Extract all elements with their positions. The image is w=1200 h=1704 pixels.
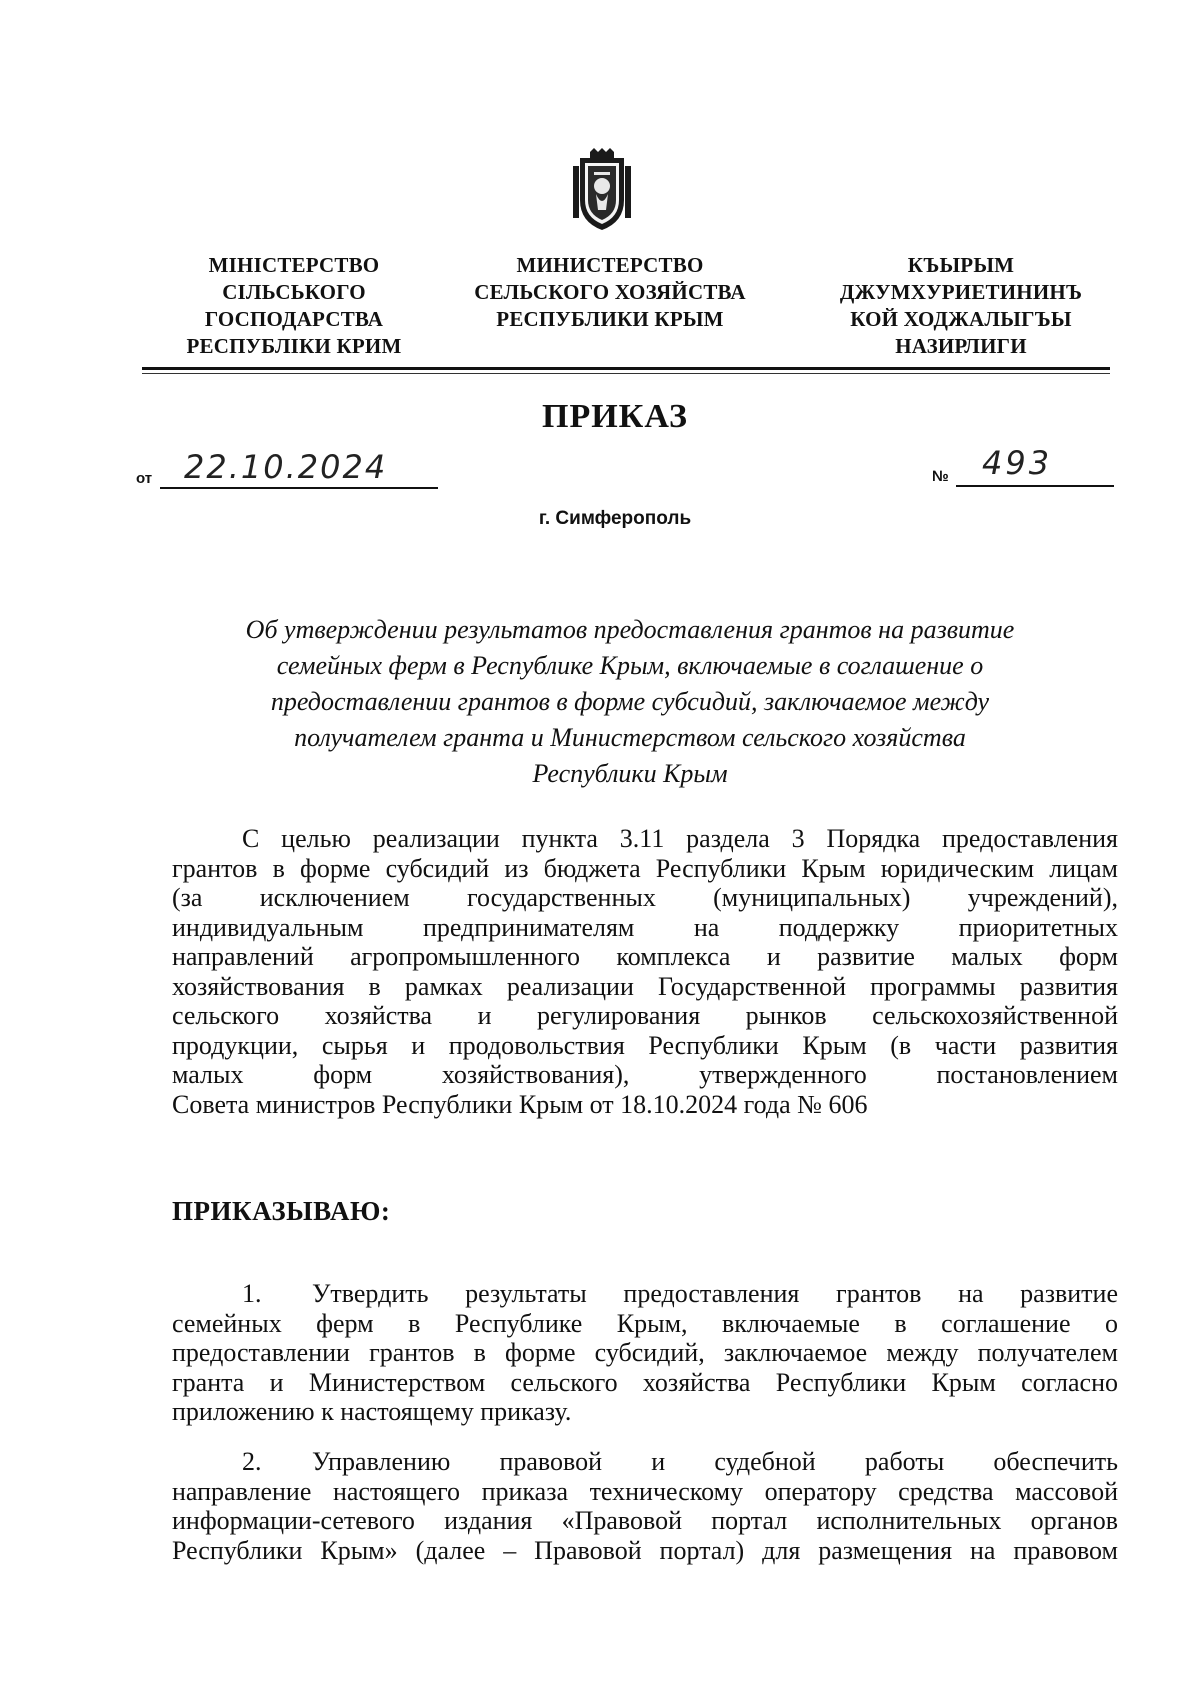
header-line: КОЙ ХОДЖАЛЫГЪЫ xyxy=(850,307,1072,331)
item-number: 1. xyxy=(242,1279,262,1308)
header-line: МИНИСТЕРСТВО xyxy=(516,253,704,277)
header-ministry-ukrainian xyxy=(168,252,420,360)
text-line: малых форм хозяйствования), утвержденного постановлением xyxy=(172,1060,1118,1089)
subject-line: семейных ферм в Республике Крым, включаемые в соглашение о xyxy=(276,651,984,680)
header-ministry-crimean-tatar xyxy=(806,252,1116,360)
header-line: РЕСПУБЛІКИ КРИМ xyxy=(186,334,402,358)
text-line xyxy=(172,1447,1118,1477)
text-line: продукции, сырья и продовольствия Республики Крым (в части развития xyxy=(172,1030,1118,1060)
text-line: грантов в форме субсидий из бюджета Республики Крым юридическим лицам xyxy=(172,853,1118,883)
document-subject xyxy=(200,612,1060,792)
number-underline xyxy=(956,485,1114,487)
date-prefix: от xyxy=(136,470,153,487)
preamble-paragraph xyxy=(172,824,1118,1119)
header-line: ГОСПОДАРСТВА xyxy=(204,307,384,331)
document-number: 493 xyxy=(982,444,1053,482)
header-ministry-russian xyxy=(450,252,770,333)
date-underline xyxy=(160,487,438,489)
text-line: индивидуальным предпринимателям на поддержку приоритетных xyxy=(172,912,1118,942)
document-type-title: ПРИКАЗ xyxy=(542,398,688,435)
header-line: РЕСПУБЛИКИ КРЫМ xyxy=(496,307,724,331)
header-divider-thin xyxy=(142,373,1110,374)
order-item-2 xyxy=(172,1447,1118,1565)
text-line: С целью реализации пункта 3.11 раздела 3 Порядка предоставления xyxy=(242,824,1118,853)
header-line: ДЖУМХУРИЕТИНИНЪ xyxy=(839,280,1083,304)
document-date: 22.10.2024 xyxy=(184,448,388,486)
text-line: гранта и Министерством сельского хозяйства Республики Крым согласно xyxy=(172,1367,1118,1397)
subject-line: предоставлении грантов в форме субсидий, заключаемое между xyxy=(270,687,990,716)
header-line: СЕЛЬСКОГО ХОЗЯЙСТВА xyxy=(474,280,746,304)
text-line: приложению к настоящему приказу. xyxy=(172,1397,572,1426)
header-line: МІНІСТЕРСТВО xyxy=(208,253,380,277)
text-line: сельского хозяйства и регулирования рынков сельскохозяйственной xyxy=(172,1001,1118,1030)
header-line: СІЛЬСЬКОГО xyxy=(222,280,366,304)
number-prefix: № xyxy=(932,468,949,485)
item-text: Утвердить результаты предоставления грантов на развитие xyxy=(312,1279,1118,1308)
text-line: Республики Крым» (далее – Правовой портал) для размещения на правовом xyxy=(172,1535,1118,1565)
text-line: семейных ферм в Республике Крым, включаемые в соглашение о xyxy=(172,1308,1118,1338)
subject-line: получателем гранта и Министерством сельского хозяйства xyxy=(294,723,966,752)
header-divider-thick xyxy=(142,367,1110,370)
text-line: предоставлении грантов в форме субсидий, заключаемое между получателем xyxy=(172,1338,1118,1367)
header-line: КЪЫРЫМ xyxy=(907,253,1015,277)
text-line: Совета министров Республики Крым от 18.10.2024 года № 606 xyxy=(172,1089,868,1119)
order-item-1 xyxy=(172,1279,1118,1427)
header-line: НАЗИРЛИГИ xyxy=(895,334,1027,358)
item-text: Управлению правовой и судебной работы обеспечить xyxy=(312,1447,1118,1476)
text-line: (за исключением государственных (муниципальных) учреждений), xyxy=(172,883,1118,912)
text-line: направлений агропромышленного комплекса и развитие малых форм xyxy=(172,942,1118,971)
document-city: г. Симферополь xyxy=(538,508,692,529)
subject-line: Республики Крым xyxy=(532,759,728,788)
text-line: хозяйствования в рамках реализации Государственной программы развития xyxy=(172,971,1118,1001)
text-line: направление настоящего приказа техническому оператору средства массовой xyxy=(172,1476,1118,1506)
item-number: 2. xyxy=(242,1447,262,1476)
order-directive: ПРИКАЗЫВАЮ: xyxy=(172,1196,391,1226)
subject-line: Об утверждении результатов предоставления грантов на развитие xyxy=(245,615,1015,644)
text-line xyxy=(172,1279,1118,1309)
crimea-coat-of-arms-icon xyxy=(572,148,632,232)
text-line: информации-сетевого издания «Правовой портал исполнительных органов xyxy=(172,1506,1118,1535)
